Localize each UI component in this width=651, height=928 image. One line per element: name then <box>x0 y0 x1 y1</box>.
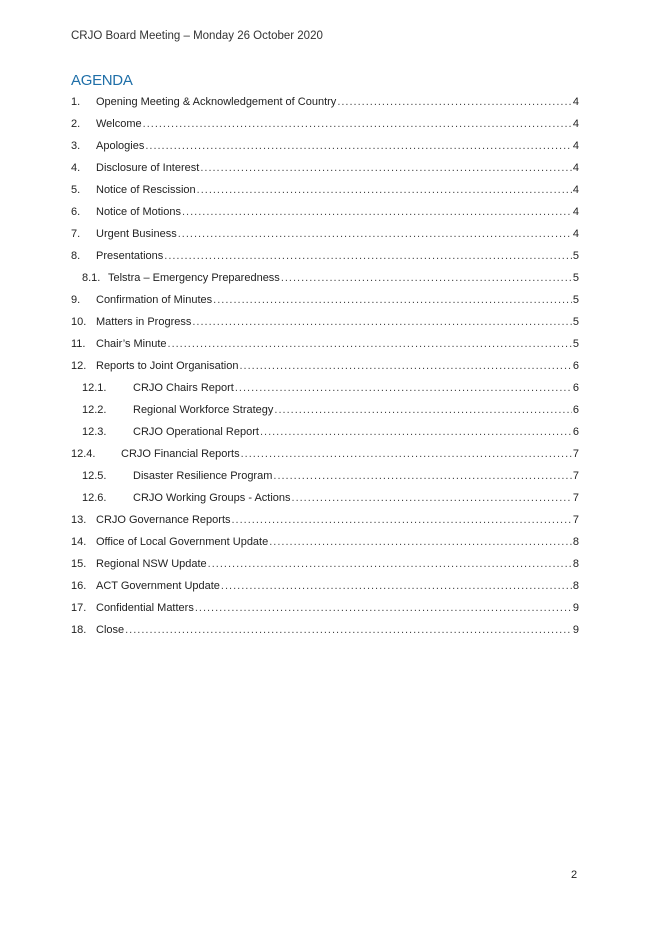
page-number: 2 <box>571 869 578 881</box>
toc-entry[interactable] <box>71 355 579 377</box>
toc-entry-page: 6 <box>572 404 579 416</box>
toc-entry-number: 14. <box>71 536 87 548</box>
toc-entry-number: 8. <box>71 250 81 262</box>
toc-entry-title: Regional Workforce Strategy <box>133 404 274 416</box>
toc-entry-title: CRJO Operational Report <box>133 426 259 438</box>
toc-entry-page: 9 <box>572 624 579 636</box>
toc-entry-number: 11. <box>71 338 86 350</box>
toc-entry-title: ACT Government Update <box>96 580 220 592</box>
toc-dot-leader <box>200 157 572 179</box>
toc-dot-leader <box>182 201 572 223</box>
toc-entry-title: Regional NSW Update <box>96 558 207 570</box>
toc-entry-title: CRJO Financial Reports <box>121 448 240 460</box>
toc-entry-number: 10. <box>71 316 87 328</box>
toc-entry-page: 4 <box>572 184 579 196</box>
toc-entry-title: Reports to Joint Organisation <box>96 360 239 372</box>
toc-entry-title: Notice of Motions <box>96 206 181 218</box>
toc-entry[interactable] <box>71 245 579 267</box>
toc-entry-page: 4 <box>572 118 579 130</box>
toc-entry-title: Office of Local Government Update <box>96 536 269 548</box>
toc-dot-leader <box>337 91 572 113</box>
toc-entry[interactable] <box>71 575 579 597</box>
toc-entry[interactable] <box>71 201 579 223</box>
toc-entry[interactable] <box>71 509 579 531</box>
toc-entry-title: Chair’s Minute <box>96 338 167 350</box>
toc-dot-leader <box>164 245 572 267</box>
toc-entry[interactable] <box>71 157 579 179</box>
toc-entry[interactable] <box>71 487 579 509</box>
toc-entry-page: 9 <box>572 602 579 614</box>
toc-entry-number: 17. <box>71 602 87 614</box>
toc-entry[interactable] <box>71 465 579 487</box>
toc-entry-number: 18. <box>71 624 87 636</box>
toc-entry-number: 12. <box>71 360 87 372</box>
toc-entry-number: 9. <box>71 294 81 306</box>
toc-entry-page: 7 <box>572 470 579 482</box>
toc-entry-page: 5 <box>572 250 579 262</box>
toc-entry-title: CRJO Working Groups - Actions <box>133 492 291 504</box>
toc-entry-number: 5. <box>71 184 81 196</box>
toc-entry-number: 1. <box>71 96 81 108</box>
toc-entry-page: 6 <box>572 382 579 394</box>
toc-entry-page: 6 <box>572 426 579 438</box>
toc-entry-title: Telstra – Emergency Preparedness <box>108 272 280 284</box>
toc-entry[interactable] <box>71 289 579 311</box>
toc-entry-page: 5 <box>572 338 579 350</box>
toc-entry-number: 12.4. <box>71 448 96 460</box>
toc-dot-leader <box>213 289 572 311</box>
toc-entry-title: Notice of Rescission <box>96 184 196 196</box>
toc-entry-page: 4 <box>572 96 579 108</box>
toc-entry[interactable] <box>71 333 579 355</box>
toc-dot-leader <box>260 421 572 443</box>
toc-entry-title: Matters in Progress <box>96 316 192 328</box>
toc-entry-number: 2. <box>71 118 81 130</box>
toc-dot-leader <box>125 619 572 641</box>
toc-entry-page: 4 <box>572 228 579 240</box>
toc-entry-title: Confidential Matters <box>96 602 194 614</box>
toc-dot-leader <box>221 575 572 597</box>
toc-entry-number: 3. <box>71 140 81 152</box>
toc-entry-title: Welcome <box>96 118 142 130</box>
toc-entry-number: 12.1. <box>82 382 107 394</box>
toc-dot-leader <box>178 223 572 245</box>
toc-dot-leader <box>232 509 572 531</box>
toc-entry-title: CRJO Chairs Report <box>133 382 234 394</box>
toc-entry-page: 8 <box>572 536 579 548</box>
toc-entry[interactable] <box>71 531 579 553</box>
toc-entry-title: Confirmation of Minutes <box>96 294 213 306</box>
toc-entry[interactable] <box>71 443 579 465</box>
toc-entry-title: Disaster Resilience Program <box>133 470 273 482</box>
toc-entry-page: 5 <box>572 316 579 328</box>
toc-entry-page: 4 <box>572 162 579 174</box>
toc-entry-page: 6 <box>572 360 579 372</box>
toc-dot-leader <box>195 597 572 619</box>
toc-entry-page: 4 <box>572 206 579 218</box>
toc-entry-title: Presentations <box>96 250 164 262</box>
toc-entry[interactable] <box>71 113 579 135</box>
toc-entry-title: Urgent Business <box>96 228 177 240</box>
running-header: CRJO Board Meeting – Monday 26 October 2020 <box>71 30 323 42</box>
toc-dot-leader <box>241 443 572 465</box>
toc-entry-page: 7 <box>572 448 579 460</box>
toc-entry[interactable] <box>71 223 579 245</box>
toc-dot-leader <box>292 487 572 509</box>
toc-entry-page: 4 <box>572 140 579 152</box>
toc-entry-number: 15. <box>71 558 87 570</box>
toc-entry[interactable] <box>71 619 579 641</box>
toc-entry-title: Close <box>96 624 125 636</box>
toc-entry-title: Opening Meeting & Acknowledgement of Country <box>96 96 337 108</box>
toc-entry-title: Disclosure of Interest <box>96 162 200 174</box>
table-of-contents <box>71 91 579 641</box>
toc-entry-number: 12.2. <box>82 404 107 416</box>
toc-entry-number: 7. <box>71 228 81 240</box>
toc-entry-title: Apologies <box>96 140 145 152</box>
toc-dot-leader <box>197 179 572 201</box>
toc-entry-number: 13. <box>71 514 87 526</box>
toc-entry[interactable] <box>71 311 579 333</box>
toc-entry-number: 6. <box>71 206 81 218</box>
toc-entry-number: 16. <box>71 580 87 592</box>
toc-entry-page: 8 <box>572 558 579 570</box>
toc-dot-leader <box>143 113 572 135</box>
toc-entry-number: 12.3. <box>82 426 107 438</box>
toc-entry[interactable] <box>71 135 579 157</box>
toc-dot-leader <box>273 465 571 487</box>
toc-entry-title: CRJO Governance Reports <box>96 514 231 526</box>
toc-entry[interactable] <box>71 399 579 421</box>
toc-entry-page: 8 <box>572 580 579 592</box>
toc-dot-leader <box>145 135 572 157</box>
toc-dot-leader <box>274 399 571 421</box>
toc-entry[interactable] <box>71 267 579 289</box>
toc-entry-page: 7 <box>572 514 579 526</box>
toc-dot-leader <box>168 333 572 355</box>
toc-entry[interactable] <box>71 597 579 619</box>
toc-dot-leader <box>208 553 572 575</box>
toc-dot-leader <box>239 355 571 377</box>
agenda-title: AGENDA <box>71 72 133 89</box>
toc-entry[interactable] <box>71 553 579 575</box>
toc-entry[interactable] <box>71 179 579 201</box>
toc-entry-page: 5 <box>572 294 579 306</box>
toc-dot-leader <box>235 377 572 399</box>
toc-entry[interactable] <box>71 91 579 113</box>
toc-entry-page: 7 <box>572 492 579 504</box>
toc-dot-leader <box>269 531 572 553</box>
toc-entry-number: 12.6. <box>82 492 107 504</box>
toc-dot-leader <box>281 267 572 289</box>
toc-dot-leader <box>192 311 572 333</box>
toc-entry-number: 8.1. <box>82 272 101 284</box>
toc-entry-page: 5 <box>572 272 579 284</box>
toc-entry[interactable] <box>71 377 579 399</box>
toc-entry-number: 4. <box>71 162 81 174</box>
toc-entry[interactable] <box>71 421 579 443</box>
toc-entry-number: 12.5. <box>82 470 107 482</box>
